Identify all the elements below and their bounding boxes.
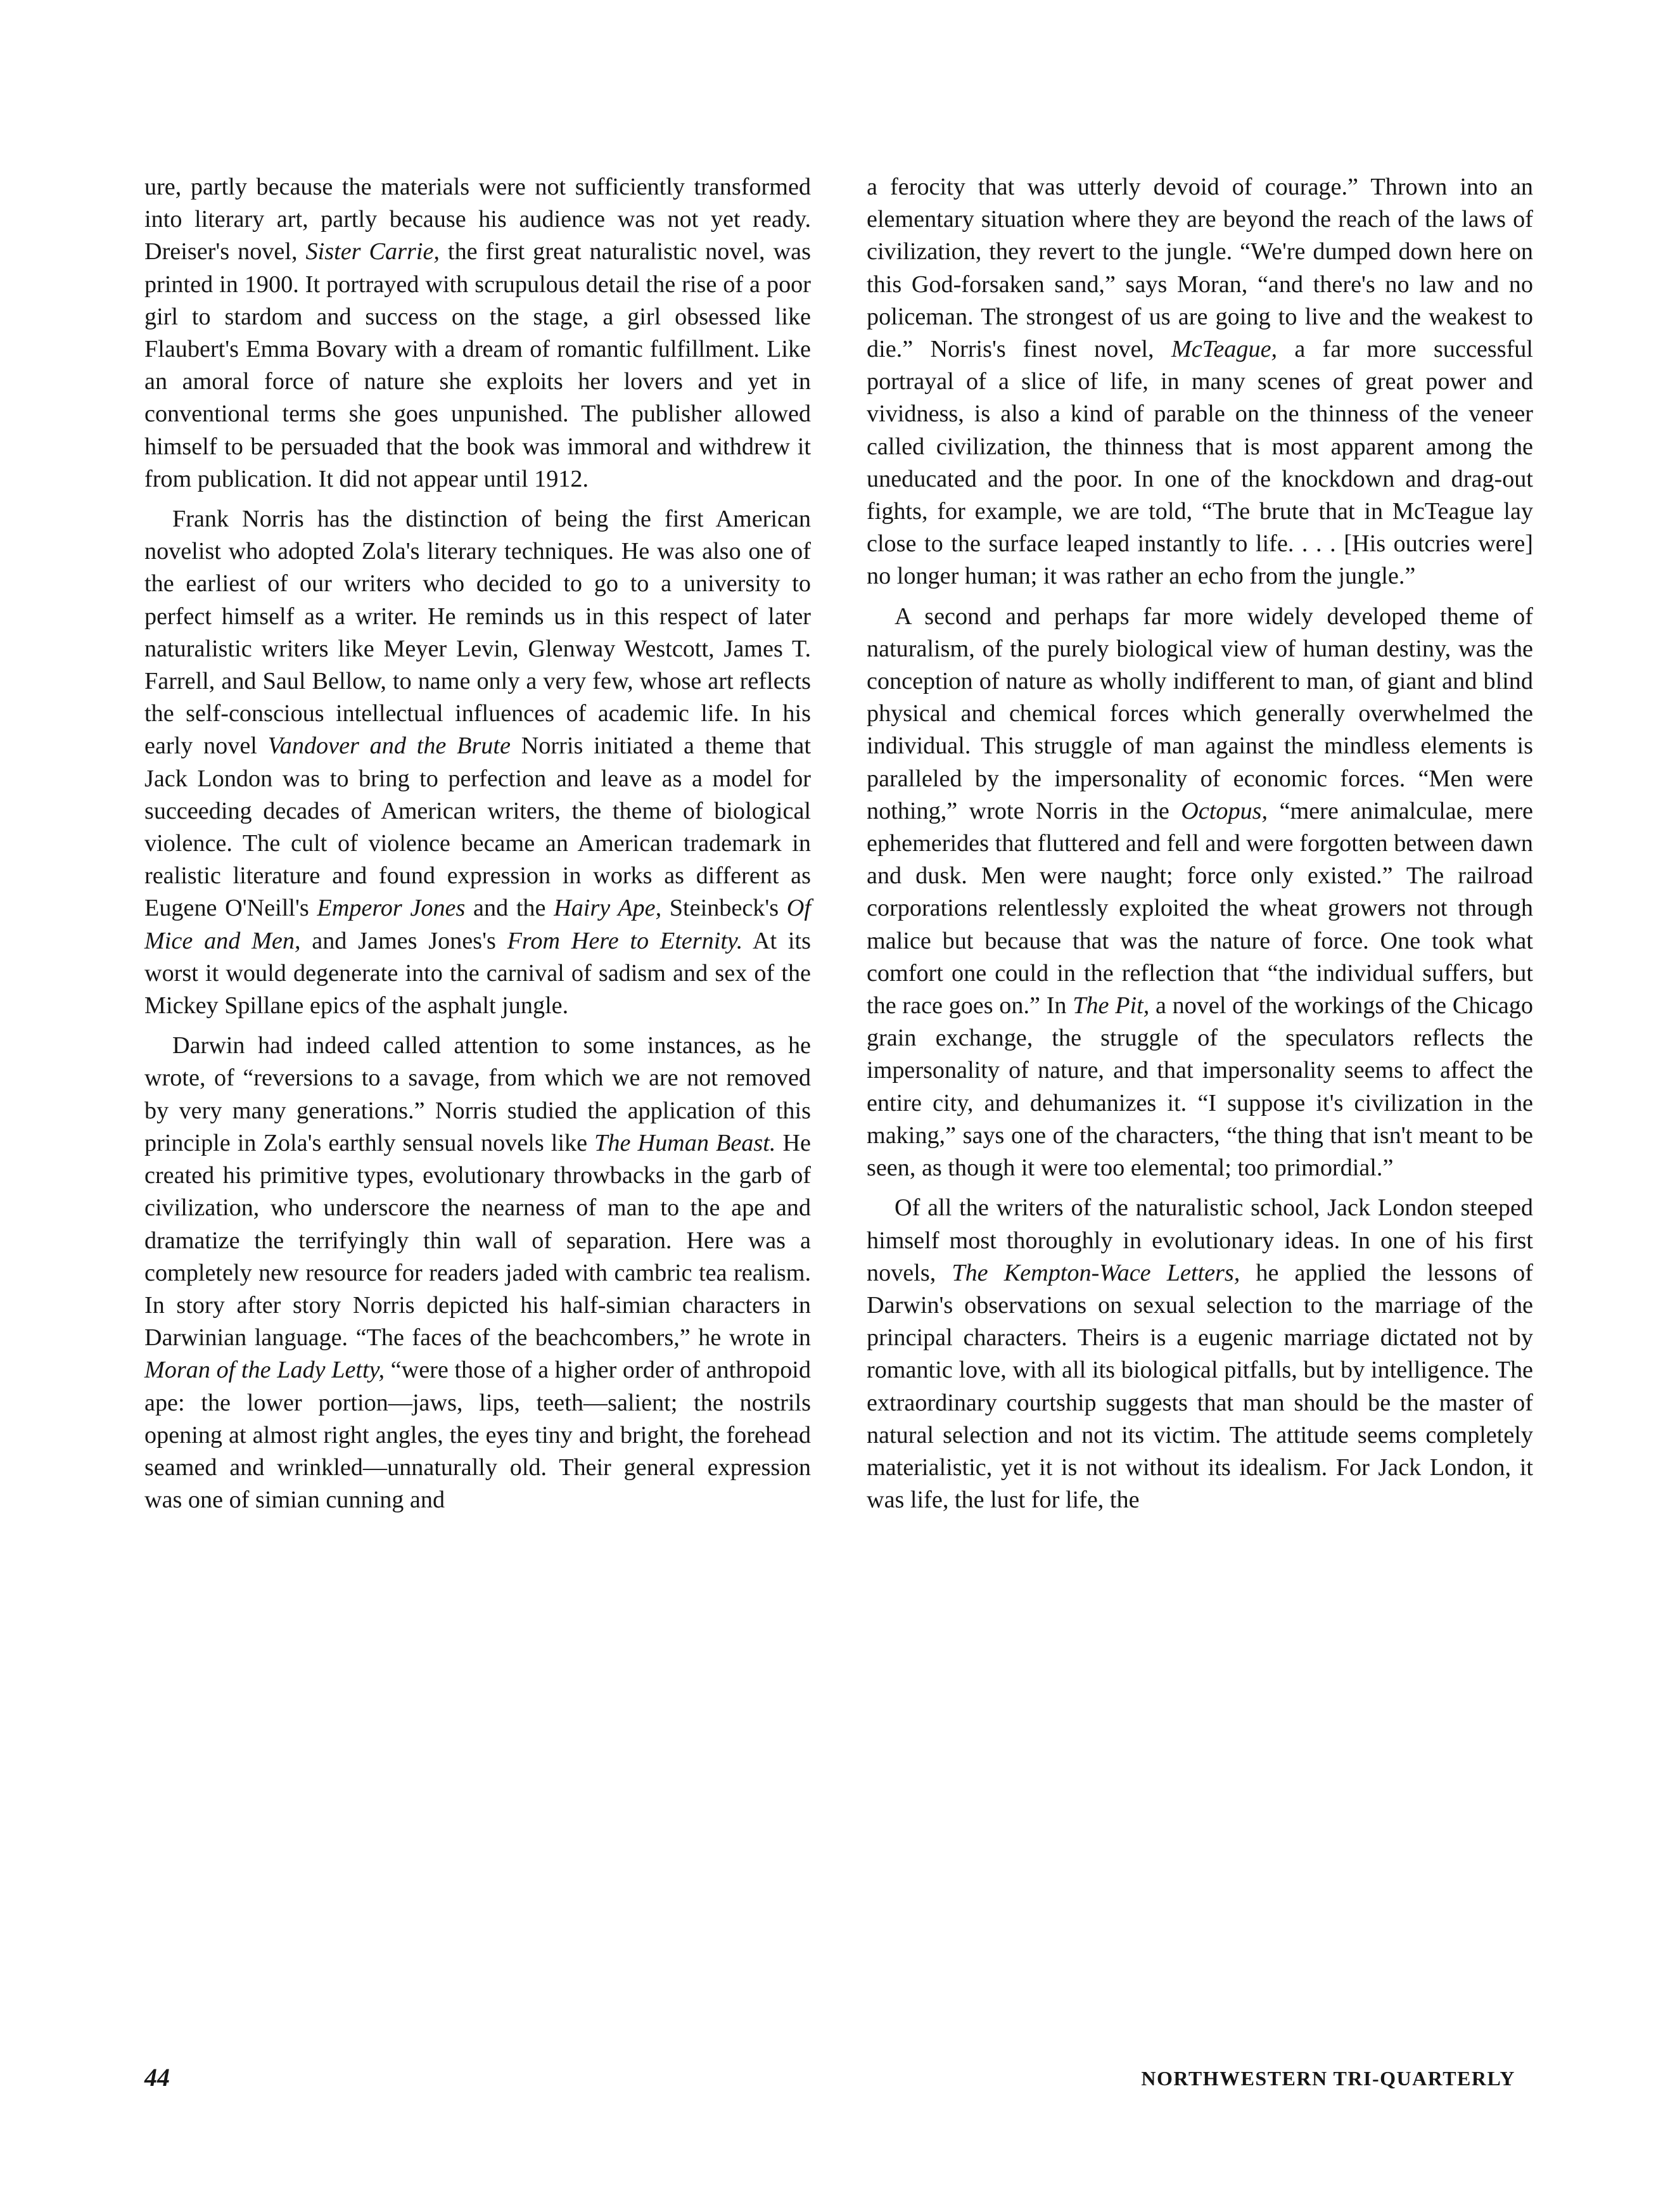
page-number: 44	[144, 2063, 170, 2092]
body-text: the first great naturalistic novel, was printed in 1900. It portrayed with scrupulous detail the rise of a poor girl to stardom and success on the stage, a girl obsessed like Flaubert's Emma Bovary with a dream of romantic fulfillment. Like an amoral force of nature she exploits her lovers and yet in conventional terms she goes unpunished. The publisher allowed himself to be persuaded that the book was immoral and withdrew it from publication. It did not appear until 1912.	[144, 238, 811, 492]
body-text: and James Jones's	[300, 927, 507, 954]
italic-title-text: Sister Carrie,	[305, 238, 440, 265]
italic-title-text: Of Mice and Men,	[144, 895, 811, 954]
body-text: At its worst it would degenerate into the carnival of sadism and sex of the Mickey Spillane epics of the asphalt jungle.	[144, 927, 811, 1020]
left-column	[144, 171, 811, 1524]
body-text: “were those of a higher order of anthropoid ape: the lower portion—jaws, lips, teeth—salient; the nostrils opening at almost right angles, the eyes tiny and bright, the forehead seamed and wrinkled—unnaturally old. Their general expression was one of simian cunning and	[144, 1357, 812, 1514]
paragraph	[144, 503, 811, 1022]
body-text: Darwin had indeed called attention to some instances, as he wrote, of “reversions to a savage, from which we are not removed by very many generations.” Norris studied the application of this principle in Zola's earthly sensual novels like	[144, 1032, 811, 1156]
journal-running-title: NORTHWESTERN TRI-QUARTERLY	[1141, 2067, 1515, 2090]
body-text: Norris initiated a theme that Jack London was to bring to perfection and leave as a model for succeeding decades of American writers, the theme of biological violence. The cult of violence became an American trademark in realistic literature and found expression in works as different as Eugene O'Neill's	[144, 732, 811, 922]
italic-title-text: Vandover and the Brute	[267, 732, 511, 760]
italic-title-text: Emperor Jones	[317, 895, 466, 922]
paragraph	[867, 601, 1533, 1185]
italic-title-text: The Human Beast.	[594, 1129, 776, 1156]
body-text: “mere animalculae, mere ephemerides that fluttered and fell and were forgotten between dawn and dusk. Men were naught; force only existed.” The railroad corporations relentlessly exploited the wheat growers not through malice but because that was the nature of force. One took what comfort one could in the reflection that “the individual suffers, but the race goes on.” In	[867, 797, 1533, 1020]
body-text: a novel of the workings of the Chicago grain exchange, the struggle of the speculators reflects the impersonality of nature, and that impersonality seems to affect the entire city, and dehumanizes it. “I suppose it's civilization in the making,” says one of the characters, “the thing that isn't meant to be seen, as though it were too elemental; too primordial.”	[867, 992, 1534, 1182]
right-column	[867, 171, 1533, 1524]
italic-title-text: Octopus,	[1181, 797, 1268, 824]
italic-title-text: McTeague,	[1171, 336, 1278, 363]
italic-title-text: Hairy Ape,	[554, 895, 662, 922]
paragraph	[867, 171, 1533, 593]
body-text: Frank Norris has the distinction of being the first American novelist who adopted Zola's literary techniques. He was also one of the earliest of our writers who decided to go to a university to perfect himself as a writer. He reminds us in this respect of later naturalistic writers like Meyer Levin, Glenway Westcott, James T. Farrell, and Saul Bellow, to name only a very few, whose art reflects the self-conscious intellectual influences of academic life. In his early novel	[144, 506, 811, 760]
body-text: and the	[465, 895, 554, 922]
body-text: A second and perhaps far more widely developed theme of naturalism, of the purely biological view of human destiny, was the conception of nature as wholly indifferent to man, of giant and blind physical and chemical forces which generally overwhelmed the individual. This struggle of man against the mindless elements is paralleled by the impersonality of economic forces. “Men were nothing,” wrote Norris in the	[867, 603, 1533, 824]
paragraph	[144, 171, 811, 495]
body-text: He created his primitive types, evolutionary throwbacks in the garb of civilization, who underscore the nearness of man to the ape and dramatize the terrifyingly thin wall of separation. Here was a completely new resource for readers jaded with cambric tea realism. In story after story Norris depicted his half-simian characters in Darwinian language. “The faces of the beachcombers,” he wrote in	[144, 1129, 811, 1352]
italic-title-text: The Kempton-Wace Letters,	[952, 1259, 1240, 1286]
body-text: Of all the writers of the naturalistic school, Jack London steeped himself most thoroughly in evolutionary ideas. In one of his first novels,	[867, 1194, 1533, 1286]
paragraph	[867, 1192, 1533, 1516]
italic-title-text: Moran of the Lady Letty,	[144, 1357, 385, 1384]
italic-title-text: From Here to Eternity.	[507, 927, 743, 954]
italic-title-text: The Pit,	[1073, 992, 1150, 1020]
body-text: he applied the lessons of Darwin's observations on sexual selection to the marriage of the principal characters. Theirs is a eugenic marriage dictated not by romantic love, with all its biological pitfalls, but by intelligence. The extraordinary courtship suggests that man should be the master of natural selection and not its victim. The attitude seems completely materialistic, yet it is not without its idealism. For Jack London, it was life, the lust for life, the	[867, 1259, 1533, 1514]
paragraph	[144, 1030, 811, 1516]
body-text: a far more successful portrayal of a slice of life, in many scenes of great power and vividness, is also a kind of parable on the thinness of the veneer called civilization, the thinness that is most apparent among the uneducated and the poor. In one of the knockdown and drag-out fights, for example, we are told, “The brute that in McTeague lay close to the surface leaped instantly to life. . . . [His outcries were] no longer human; it was rather an echo from the jungle.”	[867, 336, 1533, 590]
body-text: Steinbeck's	[661, 895, 787, 922]
body-text: a ferocity that was utterly devoid of courage.” Thrown into an elementary situation where they are beyond the reach of the laws of civilization, they revert to the jungle. “We're dumped down here on this God-forsaken sand,” says Moran, “and there's no law and no policeman. The strongest of us are going to live and the weakest to die.” Norris's finest novel,	[867, 174, 1533, 363]
body-text: ure, partly because the materials were not sufficiently transformed into literary art, partly because his audience was not yet ready. Dreiser's novel,	[144, 174, 811, 265]
